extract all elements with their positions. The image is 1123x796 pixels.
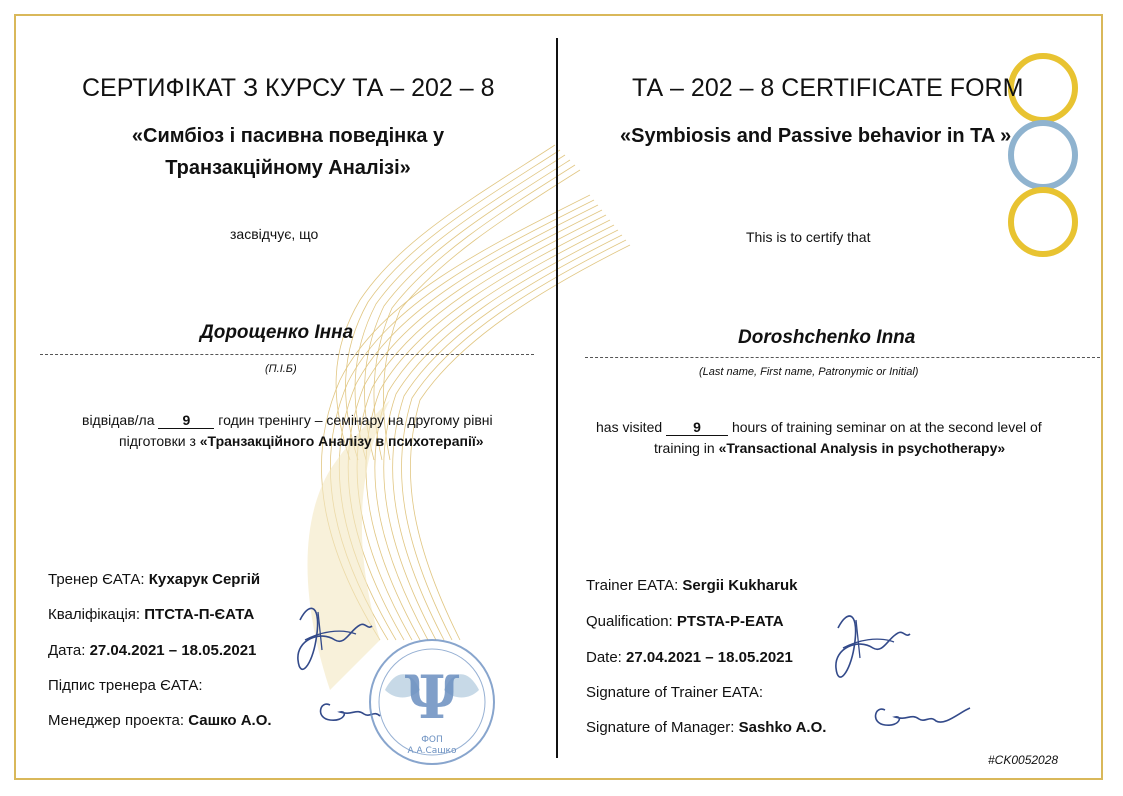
left-manager-value: Сашко А.О. <box>188 712 272 729</box>
left-visited-suffix: годин тренінгу – семінару на другому рівні <box>218 412 493 428</box>
left-training-name: «Транзакційного Аналізу в психотерапії» <box>199 433 484 449</box>
right-qual-label: Qualification: <box>586 613 673 630</box>
left-title: СЕРТИФІКАТ З КУРСУ ТА – 202 – 8 <box>82 74 495 102</box>
left-subtitle-line1: «Симбіоз і пасивна поведінка у <box>131 125 445 147</box>
right-trainer-label: Trainer EATA: <box>586 577 679 594</box>
stamp-psi-symbol: Ψ <box>404 663 460 733</box>
right-training-name: «Transactional Analysis in psychotherapy» <box>718 440 1006 456</box>
right-hours: 9 <box>666 419 728 436</box>
left-qual-label: Кваліфікація: <box>48 606 141 623</box>
right-signature-label: Signature of Trainer EATA: <box>586 684 764 701</box>
right-training-prefix: training in <box>654 440 715 456</box>
stamp-line1: ФОП <box>421 735 443 745</box>
left-manager-label: Менеджер проекта: <box>48 712 185 729</box>
right-trainer-value: Sergii Kukharuk <box>682 577 798 594</box>
left-date-label: Дата: <box>48 642 86 659</box>
right-manager-label: Signature of Manager: <box>586 719 735 736</box>
certificate-number: #CK0052028 <box>988 753 1059 767</box>
left-signature-label: Підпис тренера ЄАТА: <box>48 677 203 694</box>
right-visited-prefix: has visited <box>596 419 663 435</box>
left-subtitle-line2: Транзакційному Аналізі» <box>165 157 411 179</box>
right-subtitle: «Symbiosis and Passive behavior in TA » <box>620 125 1012 147</box>
left-visited-prefix: відвідав/ла <box>82 412 155 428</box>
right-manager-value: Sashko A.O. <box>738 719 827 736</box>
right-title: ТА – 202 – 8 CERTIFICATE FORM <box>632 74 1024 102</box>
left-qual-value: ПТСТА-П-ЄАТА <box>144 606 255 623</box>
left-certifies: засвідчує, що <box>230 226 319 242</box>
right-date-label: Date: <box>586 649 622 666</box>
right-visited-suffix: hours of training seminar on at the second level of <box>731 419 1042 435</box>
left-name-hint: (П.І.Б) <box>265 363 297 375</box>
right-qual-value: PTSTA-P-EATA <box>676 613 784 630</box>
right-certifies: This is to certify that <box>746 229 871 245</box>
left-hours: 9 <box>158 412 214 429</box>
left-trainer-label: Тренер ЄАТА: <box>48 571 145 588</box>
right-name-hint: (Last name, First name, Patronymic or Initial) <box>699 366 919 378</box>
stamp-line2: А.А.Сашко <box>407 746 457 756</box>
left-training-prefix: підготовки з <box>119 433 196 449</box>
right-recipient-name: Doroshchenko Inna <box>738 327 916 348</box>
left-trainer-value: Кухарук Сергій <box>148 571 261 588</box>
right-date-value: 27.04.2021 – 18.05.2021 <box>626 649 793 666</box>
right-manager-signature <box>876 708 970 725</box>
right-trainer-signature-stroke <box>843 620 894 658</box>
left-recipient-name: Дорощенко Інна <box>200 322 354 343</box>
left-date-value: 27.04.2021 – 18.05.2021 <box>89 642 257 659</box>
